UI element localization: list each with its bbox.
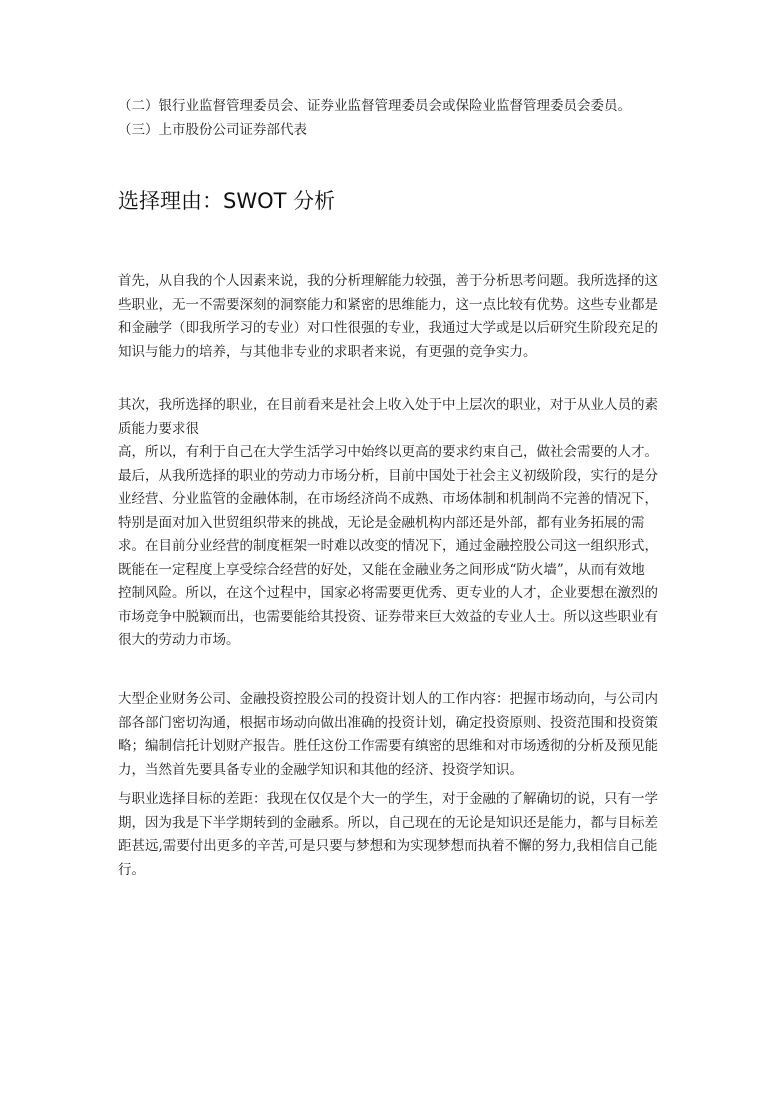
paragraph-career-income-and-market — [118, 394, 658, 653]
paragraph-text: 大型企业财务公司、金融投资控股公司的投资计划人的工作内容：把握市场动向，与公司内部各部门密切沟通，根据市场动向做出准确的投资计划，确定投资原则、投资范围和投资策略；编制信托计划财产报告。胜任这份工作需要有缜密的思维和对市场透彻的分析及预见能力，当然首先要具备专业的金融学知识和其他的经济、投资学知识。 — [118, 691, 658, 778]
section-heading: 选择理由：SWOT 分析 — [118, 189, 336, 213]
paragraph-text: 与职业选择目标的差距：我现在仅仅是个大一的学生，对于金融的了解确切的说，只有一学期，因为我是下半学期转到的金融系。所以，自己现在的无论是知识还是能力，都与目标差距甚远,需要付出更多的辛苦,可是只要与梦想和为实现梦想而执着不懈的努力,我相信自己能行。 — [118, 791, 658, 878]
paragraph-personal-factors — [118, 270, 658, 364]
list-item-2: （二）银行业监督管理委员会、证券业监督管理委员会或保险业监督管理委员会委员。 — [118, 98, 631, 114]
paragraph-text-line3: 最后，从我所选择的职业的劳动力市场分析，目前中国处于社会主义初级阶段，实行的是分业经营、分业监管的金融体制，在市场经济尚不成熟、市场体制和机制尚不完善的情况下，特别是面对加入世贸组织带来的挑战，无论是金融机构内部还是外部，都有业务拓展的需求。在目前分业经营的制度框架一时难以改变的情况下，通过金融控股公司这一组织形式，既能在一定程度上享受综合经营的好处，又能在金融业务之间形成“防火墙”，从而有效地控制风险。所以，在这个过程中，国家必将需要更优秀、更专业的人才，企业要想在激烈的市场竞争中脱颖而出，也需要能给其投资、证券带来巨大效益的专业人士。所以这些职业有很大的劳动力市场。 — [118, 467, 658, 648]
institution-list — [118, 95, 658, 142]
paragraph-job-content — [118, 688, 658, 782]
paragraph-text-line2: 高，所以，有利于自己在大学生活学习中始终以更高的要求约束自己，做社会需要的人才。 — [118, 444, 658, 460]
paragraph-goal-gap — [118, 788, 658, 882]
list-item-3: （三）上市股份公司证券部代表 — [118, 121, 307, 138]
paragraph-text: 首先，从自我的个人因素来说，我的分析理解能力较强，善于分析思考问题。我所选择的这些职业，无一不需要深刻的洞察能力和紧密的思维能力，这一点比较有优势。这些专业都是和金融学（即我所学习的专业）对口性很强的专业，我通过大学或是以后研究生阶段充足的知识与能力的培养，与其他非专业的求职者来说，有更强的竞争实力。 — [118, 273, 658, 360]
paragraph-text-line1: 其次，我所选择的职业，在目前看来是社会上收入处于中上层次的职业，对于从业人员的素质能力要求很 — [118, 397, 658, 437]
